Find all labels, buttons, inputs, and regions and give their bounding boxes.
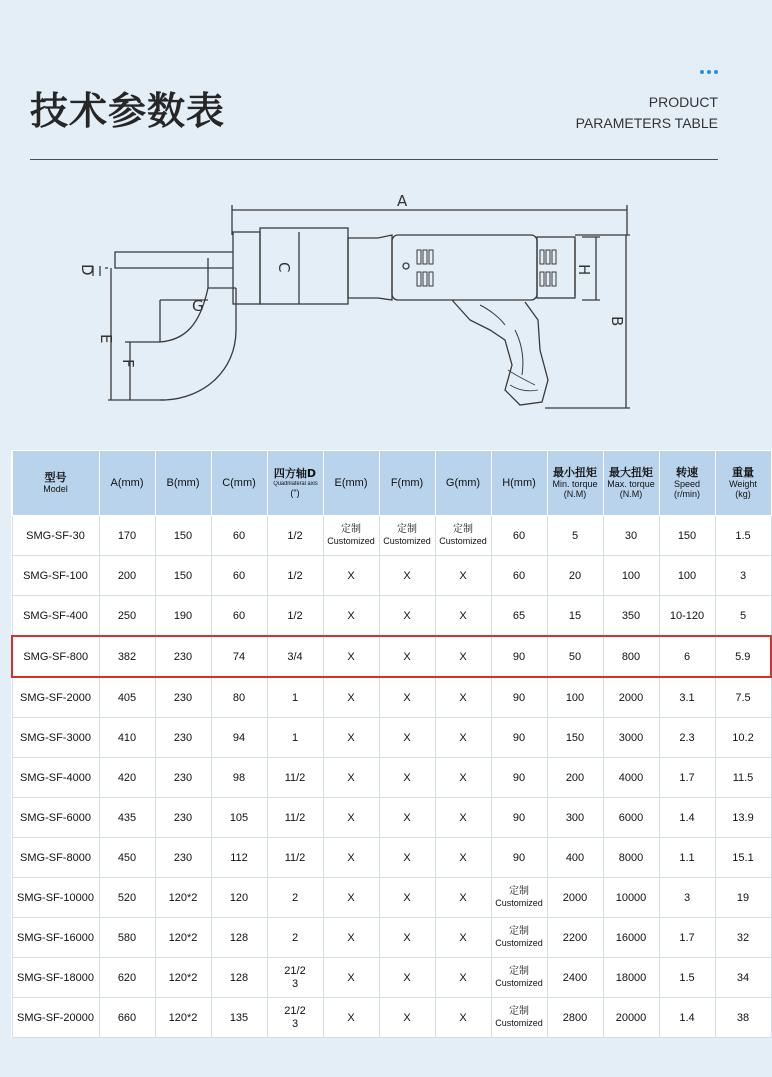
value-cell: 150 — [659, 516, 715, 556]
header-en: Weight — [729, 479, 757, 489]
custom-cn: 定制 — [453, 524, 473, 535]
value-cell — [267, 998, 323, 1038]
value-cell: 800 — [603, 636, 659, 677]
value-cell: 100 — [547, 677, 603, 718]
value-cell: 7.5 — [715, 677, 771, 718]
header-en: Quadrilateral axis — [272, 481, 318, 487]
value-cell: 1.5 — [715, 516, 771, 556]
value-cell: 3.1 — [659, 677, 715, 718]
value-cell: 11/2 — [267, 758, 323, 798]
dim-label-h: H — [575, 264, 593, 276]
header-en: G(mm) — [445, 477, 481, 489]
value-cell: 15.1 — [715, 838, 771, 878]
header-cell — [603, 451, 659, 516]
value-cell: 410 — [99, 718, 155, 758]
value-cell: 10000 — [603, 878, 659, 918]
value-cell: 3 — [659, 878, 715, 918]
value-cell: 120*2 — [155, 918, 211, 958]
value-cell — [435, 516, 491, 556]
custom-cn: 定制 — [509, 926, 529, 937]
value-cell: 20 — [547, 556, 603, 596]
value-cell: 20000 — [603, 998, 659, 1038]
value-cell: X — [435, 758, 491, 798]
value-cell: X — [379, 596, 435, 637]
value-cell: 100 — [603, 556, 659, 596]
header-en: H(mm) — [502, 477, 536, 489]
wrench-dimension-diagram — [0, 180, 750, 425]
value-cell: 60 — [211, 596, 267, 637]
cell-line: 21/2 — [284, 1004, 306, 1017]
value-cell: X — [379, 556, 435, 596]
table-row — [12, 677, 771, 718]
header-en: Model — [43, 484, 68, 494]
value-cell: X — [323, 596, 379, 637]
header-unit: (r/min) — [674, 489, 700, 499]
value-cell: 128 — [211, 958, 267, 998]
header-en: B(mm) — [166, 477, 200, 489]
table-row — [12, 878, 771, 918]
header-unit: (N.M) — [563, 489, 587, 499]
header-en: Speed — [673, 479, 701, 489]
header-cn: 最小扭矩 — [553, 466, 597, 479]
decorative-dots — [700, 70, 718, 74]
custom-cn: 定制 — [509, 966, 529, 977]
model-cell: SMG-SF-4000 — [12, 758, 99, 798]
value-cell: X — [379, 998, 435, 1038]
header-unit: (") — [290, 488, 300, 498]
value-cell: X — [435, 838, 491, 878]
value-cell: 50 — [547, 636, 603, 677]
value-cell: 1 — [267, 677, 323, 718]
value-cell: 60 — [491, 556, 547, 596]
header-unit: (kg) — [735, 489, 751, 499]
header-en: A(mm) — [110, 477, 144, 489]
value-cell — [323, 516, 379, 556]
value-cell: 120*2 — [155, 958, 211, 998]
header-cell — [491, 451, 547, 516]
header-unit: (N.M) — [619, 489, 643, 499]
dim-label-d: D — [78, 264, 96, 276]
value-cell: 200 — [547, 758, 603, 798]
header-cn: 转速 — [676, 466, 698, 479]
value-cell: 2 — [267, 918, 323, 958]
value-cell: 80 — [211, 677, 267, 718]
value-cell: X — [379, 838, 435, 878]
header-cell — [12, 451, 99, 516]
value-cell: 60 — [491, 516, 547, 556]
value-cell: 520 — [99, 878, 155, 918]
value-cell: 74 — [211, 636, 267, 677]
page-subtitle — [576, 92, 718, 134]
value-cell: 382 — [99, 636, 155, 677]
value-cell: 10-120 — [659, 596, 715, 637]
value-cell: 230 — [155, 838, 211, 878]
header-cn: 四方轴D — [273, 467, 317, 480]
value-cell: 405 — [99, 677, 155, 718]
value-cell: 350 — [603, 596, 659, 637]
header-cn: 重量 — [732, 466, 754, 479]
header-cell — [547, 451, 603, 516]
value-cell: 38 — [715, 998, 771, 1038]
value-cell: 3 — [715, 556, 771, 596]
value-cell: 2.3 — [659, 718, 715, 758]
value-cell: X — [435, 596, 491, 637]
value-cell: 5.9 — [715, 636, 771, 677]
value-cell: 90 — [491, 718, 547, 758]
table-row — [12, 556, 771, 596]
dim-label-g: G — [192, 297, 204, 315]
table-row — [12, 998, 771, 1038]
value-cell: X — [323, 998, 379, 1038]
value-cell: 15 — [547, 596, 603, 637]
value-cell: 1.4 — [659, 798, 715, 838]
dim-label-a: A — [397, 192, 408, 210]
value-cell: 120 — [211, 878, 267, 918]
model-cell: SMG-SF-100 — [12, 556, 99, 596]
value-cell: X — [379, 878, 435, 918]
value-cell: 190 — [155, 596, 211, 637]
custom-cn: 定制 — [509, 886, 529, 897]
value-cell: 135 — [211, 998, 267, 1038]
value-cell: 5 — [547, 516, 603, 556]
value-cell: 1.7 — [659, 758, 715, 798]
value-cell: X — [323, 878, 379, 918]
value-cell: 10.2 — [715, 718, 771, 758]
header-en: C(mm) — [222, 477, 256, 489]
value-cell: 112 — [211, 838, 267, 878]
value-cell — [491, 918, 547, 958]
table-header-row — [12, 451, 771, 516]
parameters-table — [11, 450, 772, 1038]
value-cell: 120*2 — [155, 998, 211, 1038]
value-cell: X — [379, 718, 435, 758]
value-cell: 2000 — [603, 677, 659, 718]
value-cell: 128 — [211, 918, 267, 958]
header-en: Min. torque — [552, 479, 598, 489]
header-cn: 型号 — [44, 471, 67, 484]
value-cell: X — [435, 677, 491, 718]
value-cell: X — [379, 958, 435, 998]
value-cell: X — [435, 918, 491, 958]
table-row — [12, 516, 771, 556]
dim-label-f: F — [119, 359, 137, 368]
value-cell: 300 — [547, 798, 603, 838]
value-cell: 230 — [155, 798, 211, 838]
header-cell — [379, 451, 435, 516]
value-cell: 19 — [715, 878, 771, 918]
header-cell — [715, 451, 771, 516]
model-cell: SMG-SF-16000 — [12, 918, 99, 958]
value-cell: 1.7 — [659, 918, 715, 958]
header-en: E(mm) — [334, 477, 368, 489]
model-cell: SMG-SF-20000 — [12, 998, 99, 1038]
value-cell: 620 — [99, 958, 155, 998]
value-cell: 450 — [99, 838, 155, 878]
value-cell: 90 — [491, 677, 547, 718]
value-cell: 230 — [155, 718, 211, 758]
value-cell: 580 — [99, 918, 155, 958]
model-cell: SMG-SF-10000 — [12, 878, 99, 918]
value-cell: 100 — [659, 556, 715, 596]
value-cell: 90 — [491, 758, 547, 798]
value-cell: 230 — [155, 677, 211, 718]
table-row — [12, 718, 771, 758]
value-cell: 2000 — [547, 878, 603, 918]
value-cell: 250 — [99, 596, 155, 637]
value-cell: X — [379, 636, 435, 677]
dim-label-c: C — [275, 262, 293, 273]
value-cell: X — [323, 838, 379, 878]
value-cell: 2400 — [547, 958, 603, 998]
custom-en: Customized — [383, 536, 431, 546]
header-cell — [659, 451, 715, 516]
value-cell: 11/2 — [267, 838, 323, 878]
value-cell: 11/2 — [267, 798, 323, 838]
table-body — [12, 516, 771, 1038]
value-cell: X — [323, 958, 379, 998]
value-cell: X — [323, 556, 379, 596]
value-cell: 3000 — [603, 718, 659, 758]
value-cell — [379, 516, 435, 556]
value-cell: 400 — [547, 838, 603, 878]
table-row — [12, 758, 771, 798]
value-cell: 230 — [155, 758, 211, 798]
value-cell: 4000 — [603, 758, 659, 798]
value-cell — [267, 958, 323, 998]
value-cell: X — [323, 798, 379, 838]
custom-en: Customized — [495, 978, 543, 988]
value-cell: 16000 — [603, 918, 659, 958]
value-cell: X — [323, 677, 379, 718]
value-cell: 420 — [99, 758, 155, 798]
value-cell: 60 — [211, 556, 267, 596]
custom-cn: 定制 — [509, 1006, 529, 1017]
cell-line: 21/2 — [284, 964, 306, 977]
value-cell: 8000 — [603, 838, 659, 878]
custom-cn: 定制 — [341, 524, 361, 535]
table-row — [12, 798, 771, 838]
custom-en: Customized — [495, 1018, 543, 1028]
header-en: F(mm) — [390, 477, 424, 489]
value-cell: 105 — [211, 798, 267, 838]
cell-line: 3 — [291, 977, 299, 990]
value-cell: 34 — [715, 958, 771, 998]
value-cell: X — [435, 718, 491, 758]
value-cell: 435 — [99, 798, 155, 838]
value-cell: 18000 — [603, 958, 659, 998]
value-cell: X — [323, 918, 379, 958]
value-cell: 98 — [211, 758, 267, 798]
table-row — [12, 918, 771, 958]
value-cell: 120*2 — [155, 878, 211, 918]
subtitle-line-1: PRODUCT — [648, 94, 718, 110]
value-cell: 30 — [603, 516, 659, 556]
header-cn: 最大扭矩 — [609, 466, 653, 479]
value-cell: X — [435, 958, 491, 998]
value-cell: 94 — [211, 718, 267, 758]
value-cell: 2200 — [547, 918, 603, 958]
table-row — [12, 636, 771, 677]
value-cell: 5 — [715, 596, 771, 637]
value-cell: X — [435, 636, 491, 677]
value-cell: 13.9 — [715, 798, 771, 838]
dim-label-e: E — [97, 334, 115, 344]
value-cell: 90 — [491, 838, 547, 878]
value-cell: 90 — [491, 798, 547, 838]
value-cell: 2 — [267, 878, 323, 918]
value-cell: 3/4 — [267, 636, 323, 677]
value-cell: 1/2 — [267, 516, 323, 556]
value-cell: 1.5 — [659, 958, 715, 998]
value-cell: 90 — [491, 636, 547, 677]
value-cell: X — [323, 718, 379, 758]
value-cell: 150 — [547, 718, 603, 758]
page-title: 技术参数表 — [30, 89, 226, 133]
table-row — [12, 838, 771, 878]
value-cell: X — [323, 636, 379, 677]
model-cell: SMG-SF-18000 — [12, 958, 99, 998]
subtitle-line-2: PARAMETERS TABLE — [575, 115, 718, 131]
value-cell: 200 — [99, 556, 155, 596]
value-cell: 1.4 — [659, 998, 715, 1038]
value-cell: 150 — [155, 516, 211, 556]
value-cell — [491, 998, 547, 1038]
model-cell: SMG-SF-400 — [12, 596, 99, 637]
value-cell: X — [435, 878, 491, 918]
value-cell: X — [379, 918, 435, 958]
cell-line: 3 — [291, 1017, 299, 1030]
table-row — [12, 958, 771, 998]
custom-cn: 定制 — [397, 524, 417, 535]
custom-en: Customized — [327, 536, 375, 546]
value-cell: 660 — [99, 998, 155, 1038]
header-cell — [211, 451, 267, 516]
value-cell: 230 — [155, 636, 211, 677]
value-cell: X — [379, 677, 435, 718]
value-cell: 1/2 — [267, 596, 323, 637]
value-cell: 170 — [99, 516, 155, 556]
table-row — [12, 596, 771, 637]
header-cell — [155, 451, 211, 516]
model-cell: SMG-SF-30 — [12, 516, 99, 556]
header-cell — [435, 451, 491, 516]
value-cell: 6 — [659, 636, 715, 677]
model-cell: SMG-SF-8000 — [12, 838, 99, 878]
header-divider — [30, 159, 718, 160]
value-cell — [491, 958, 547, 998]
value-cell: X — [435, 998, 491, 1038]
value-cell: X — [435, 556, 491, 596]
value-cell: X — [323, 758, 379, 798]
value-cell: 150 — [155, 556, 211, 596]
custom-en: Customized — [495, 938, 543, 948]
value-cell: 1 — [267, 718, 323, 758]
value-cell: 32 — [715, 918, 771, 958]
model-cell: SMG-SF-3000 — [12, 718, 99, 758]
model-cell: SMG-SF-6000 — [12, 798, 99, 838]
value-cell: 6000 — [603, 798, 659, 838]
value-cell: X — [379, 758, 435, 798]
value-cell: 11.5 — [715, 758, 771, 798]
custom-en: Customized — [439, 536, 487, 546]
value-cell: 1.1 — [659, 838, 715, 878]
model-cell: SMG-SF-800 — [12, 636, 99, 677]
header-cell — [323, 451, 379, 516]
header-cell — [267, 451, 323, 516]
value-cell: X — [435, 798, 491, 838]
header-cell — [99, 451, 155, 516]
value-cell: 2800 — [547, 998, 603, 1038]
value-cell: 65 — [491, 596, 547, 637]
custom-en: Customized — [495, 898, 543, 908]
value-cell: 1/2 — [267, 556, 323, 596]
value-cell: 60 — [211, 516, 267, 556]
model-cell: SMG-SF-2000 — [12, 677, 99, 718]
dim-label-b: B — [608, 316, 626, 327]
header-en: Max. torque — [607, 479, 655, 489]
value-cell — [491, 878, 547, 918]
value-cell: X — [379, 798, 435, 838]
